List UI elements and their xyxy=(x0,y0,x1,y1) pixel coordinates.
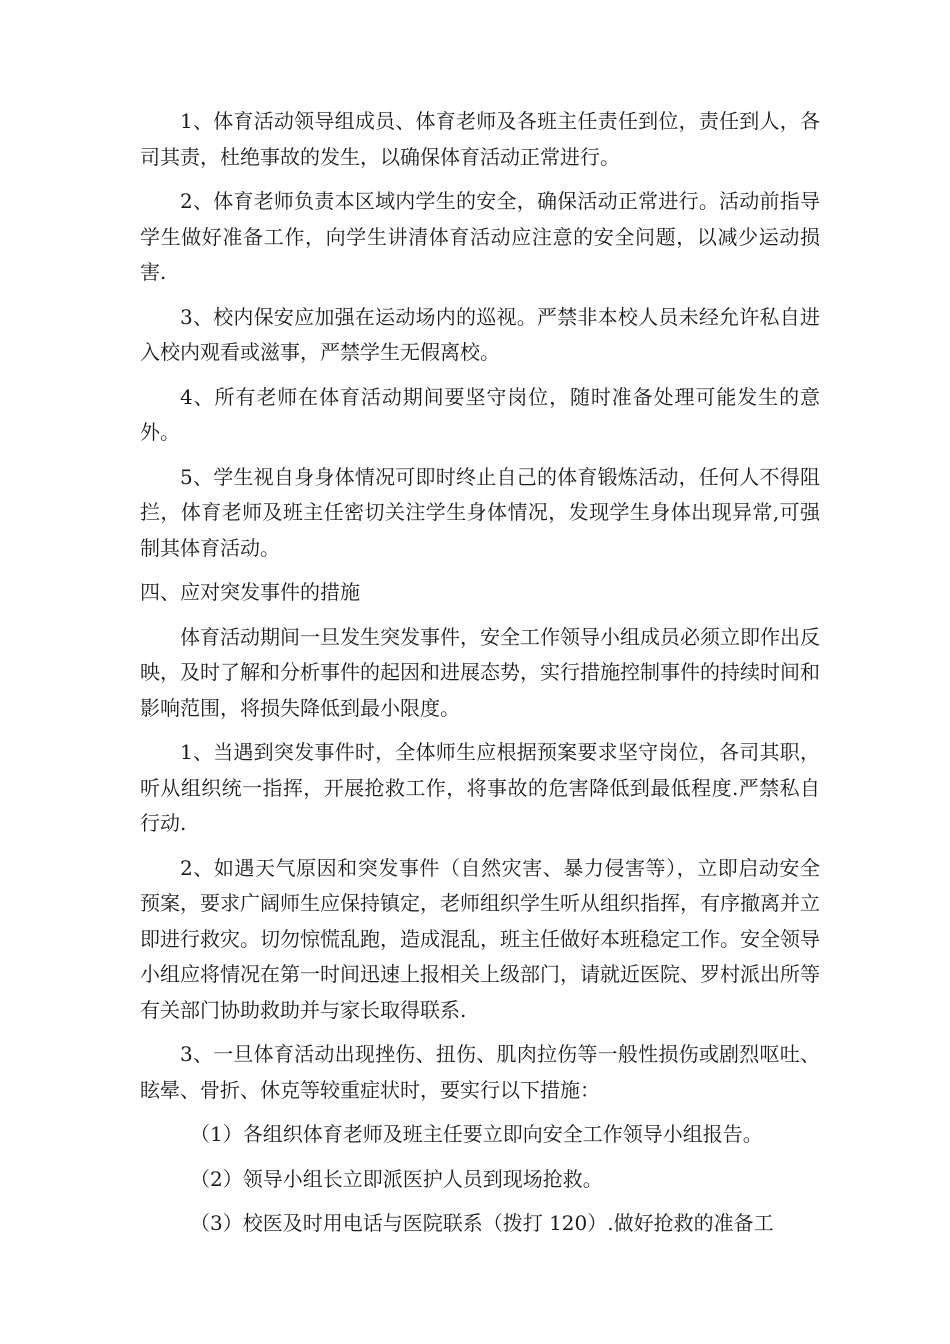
paragraph-item-3: 3、校内保安应加强在运动场内的巡视。严禁非本校人员未经允许私自进入校内观看或滋事，严禁学生无假离校。 xyxy=(140,304,820,364)
document-page xyxy=(140,104,820,1251)
paragraph-item-1: 1、体育活动领导组成员、体育老师及各班主任责任到位，责任到人，各司其责，杜绝事故的发生，以确保体育活动正常进行。 xyxy=(140,109,820,169)
paragraph-item-5: 5、学生视自身身体情况可即时终止自己的体育锻炼活动，任何人不得阻拦，体育老师及班主任密切关注学生身体情况，发现学生身体出现异常,可强制其体育活动。 xyxy=(140,464,820,560)
measure-item-2: 2、如遇天气原因和突发事件（自然灾害、暴力侵害等），立即启动安全预案，要求广阔师生应保持镇定，老师组织学生听从组织指挥，有序撤离并立即进行救灾。切勿惊慌乱跑，造成混乱，班主任做好本班稳定工作。安全领导小组应将情况在第一时间迅速上报相关上级部门，请就近医院、罗村派出所等有关部门协助救助并与家长取得联系. xyxy=(140,855,820,1022)
measure-item-1: 1、当遇到突发事件时，全体师生应根据预案要求坚守岗位，各司其职，听从组织统一指挥，开展抢救工作，将事故的危害降低到最低程度.严禁私自行动. xyxy=(140,740,820,835)
section-intro-paragraph: 体育活动期间一旦发生突发事件，安全工作领导小组成员必须立即作出反映，及时了解和分析事件的起因和进展态势，实行措施控制事件的持续时间和影响范围，将损失降低到最小限度。 xyxy=(140,624,820,720)
measure-item-3: 3、一旦体育活动出现挫伤、扭伤、肌肉拉伤等一般性损伤或剧烈呕吐、眩晕、骨折、休克等较重症状时，要实行以下措施： xyxy=(140,1042,820,1102)
section-heading: 四、应对突发事件的措施 xyxy=(140,580,360,604)
sub-measure-3: （3）校医及时用电话与医院联系（拨打 120）.做好抢救的准备工 xyxy=(190,1211,774,1235)
paragraph-item-2: 2、体育老师负责本区域内学生的安全，确保活动正常进行。活动前指导学生做好准备工作，向学生讲清体育活动应注意的安全问题，以减少运动损害. xyxy=(140,189,820,284)
sub-measure-2: （2）领导小组长立即派医护人员到现场抢救。 xyxy=(190,1166,603,1191)
paragraph-item-4: 4、所有老师在体育活动期间要坚守岗位，随时准备处理可能发生的意外。 xyxy=(140,384,820,444)
sub-measure-1: （1）各组织体育老师及班主任要立即向安全工作领导小组报告。 xyxy=(190,1122,763,1146)
